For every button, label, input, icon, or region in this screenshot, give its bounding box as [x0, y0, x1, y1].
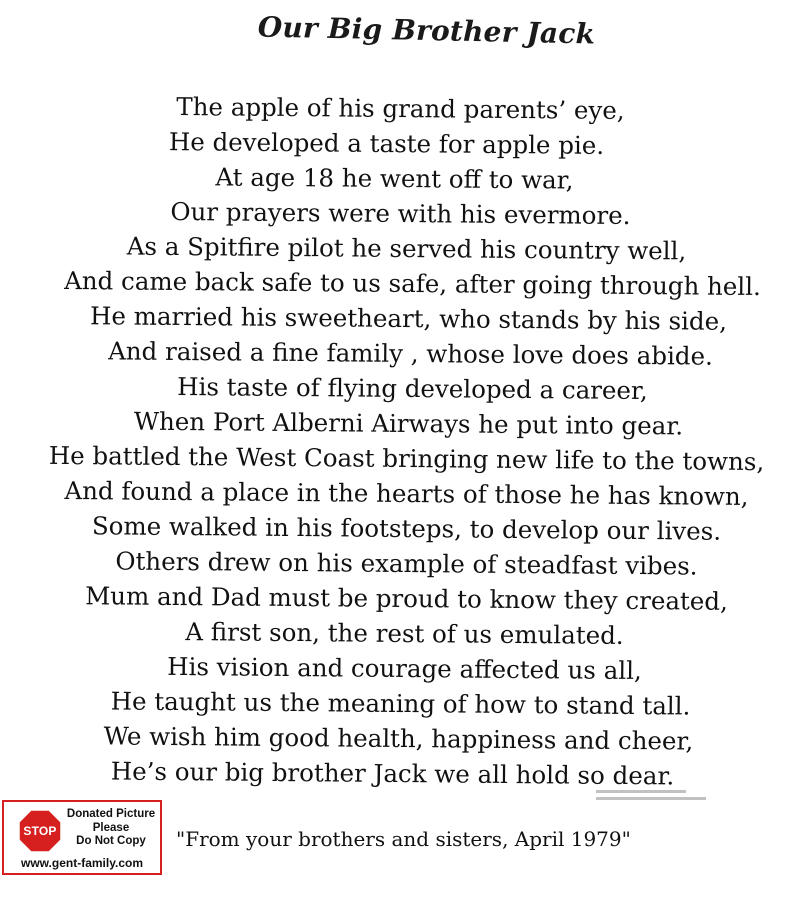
- poem-line: His taste of flying developed a career,: [177, 371, 648, 406]
- poem-line: The apple of his grand parents’ eye,: [176, 92, 625, 125]
- note-line: Please: [92, 821, 130, 834]
- poem-body: [0, 91, 785, 791]
- website-link[interactable]: www.gent-family.com: [20, 856, 143, 870]
- poem-line: He battled the West Coast bringing new life to the towns,: [48, 440, 765, 477]
- poem-line: And raised a fine family , whose love does abide.: [108, 336, 713, 371]
- poem-line: He’s our big brother Jack we all hold so dear.: [110, 756, 675, 791]
- poem-line: Some walked in his footsteps, to develop our lives.: [91, 511, 722, 546]
- note-line: Do Not Copy: [76, 835, 146, 847]
- stop-sign-icon: [18, 809, 62, 853]
- poem-line: And found a place in the hearts of those he has known,: [64, 476, 749, 511]
- faint-watermark-text: [596, 789, 711, 803]
- poem-line: His vision and courage affected us all,: [167, 651, 642, 686]
- poem-line: He married his sweetheart, who stands by his side,: [89, 301, 728, 336]
- poem-line: Others drew on his example of steadfast vibes.: [115, 546, 698, 581]
- donated-picture-badge: [2, 800, 162, 875]
- poem-line: Mum and Dad must be proud to know they created,: [85, 581, 728, 616]
- poem-line: As a Spitfire pilot he served his country well,: [126, 231, 687, 266]
- poem-line: At age 18 he went off to war,: [215, 162, 574, 195]
- donated-picture-note: [62, 808, 160, 849]
- poem-line: We wish him good health, happiness and cheer,: [103, 721, 694, 756]
- poem-line: A first son, the rest of us emulated.: [185, 617, 624, 650]
- stop-label: STOP: [23, 824, 57, 838]
- dedication-credit: "From your brothers and sisters, April 1979": [176, 827, 631, 851]
- poem-line: He taught us the meaning of how to stand tall.: [110, 686, 691, 721]
- poem-line: Our prayers were with his evermore.: [170, 196, 631, 231]
- note-line: Donated Picture: [66, 808, 156, 820]
- poem-line: And came back safe to us safe, after going through hell.: [64, 265, 761, 302]
- poem-line: When Port Alberni Airways he put into gear.: [133, 406, 684, 441]
- poem-title: Our Big Brother Jack: [257, 10, 596, 51]
- poem-line: He developed a taste for apple pie.: [168, 127, 605, 160]
